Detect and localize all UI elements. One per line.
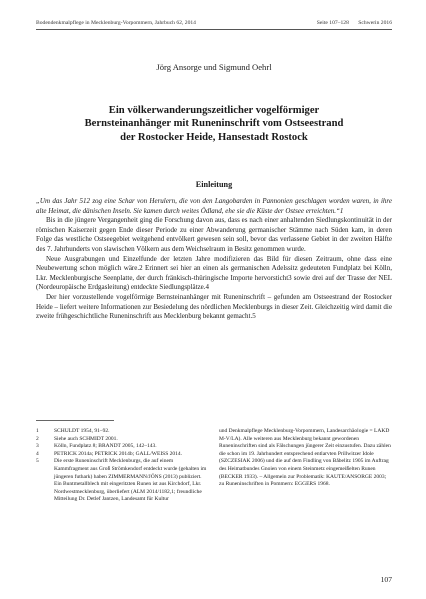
footnote-continuation: und Denkmalpflege Mecklenburg-Vorpommern, Landesarchäologie = LAKD M-V/LA). Alle weiteren aus Mecklenburg bekannt gewordenen Runeninschriften sind als Fälschungen jüngerer Zeit einzustufen. Dazu zählen die schon im 19. Jahrhundert entsprechend entlarvten Prillwitzer Idole (SZCZESIAK 2006) und die auf dem Findling von Båbelitz 1905 im Auftrag des Heimatbundes Gnoien von einem Steinmetz eingemeißelten Runen (BECKER 1933). – Allgemein zur Problematik: KAUTE/ANSORGE 2003; zu Runeninschriften in Pommern: EGGERS 1968. (219, 428, 391, 488)
header-rule (36, 29, 392, 30)
authors: Jörg Ansorge und Sigmund Oehrl (156, 62, 272, 72)
opening-quote: „Um das Jahr 512 zog eine Schar von Herulern, die von den Langobarden in Pannonien geschlagen worden waren, in ihre alte Heimat, die dänischen Inseln. Sie kamen durch weites Ödland, ehe sie die Küste der Ostsee erreichten.“1 (36, 197, 392, 215)
footnote-number: 4 (36, 450, 39, 457)
running-head-right (309, 20, 392, 26)
body-text (36, 197, 392, 322)
footnotes-left-column (36, 428, 209, 504)
footnote-number: 2 (36, 435, 39, 442)
paragraph: Bis in die jüngere Vergangenheit ging die Forschung davon aus, dass es nach einer anhaltenden Siedlungskontinuität in der römischen Kaiserzeit gegen Ende dieser Periode zu einer Abwanderung germanischer Stämme nach Süden kam, in deren Folge das westliche Ostseegebiet weitgehend entvölkert gewesen sein soll, bevor das verlassene Gebiet in der zweiten Hälfte des 7. Jahrhunderts von slawischen Völkern aus dem Weichselraum in Besitz genommen wurde. (36, 216, 392, 253)
paragraph: Der hier vorzustellende vogelförmige Bernsteinanhänger mit Runeninschrift – gefunden am Ostseestrand der Rostocker Heide – liefert weitere Informationen zur Besiedelung des nördlichen Mecklenburgs in dieser Zeit. Gleichzeitig wird damit die zweite frühgeschichtliche Runeninschrift aus Mecklenburg bekannt gemacht.5 (36, 292, 392, 321)
footnote-text: Siehe auch SCHMIDT 2001. (54, 435, 118, 442)
footnote (36, 443, 209, 451)
title-line: der Rostocker Heide, Hansestadt Rostock (120, 131, 308, 143)
journal-reference: Bodendenkmalpflege in Mecklenburg-Vorpommern, Jahrbuch 62, 2014 (36, 20, 196, 26)
footnote-number: 3 (36, 443, 39, 450)
footnote-number: 5 (36, 458, 39, 465)
title-line: Bernsteinanhänger mit Runeninschrift vom Ostseestrand (84, 118, 344, 130)
footnote (36, 436, 209, 444)
footnote (36, 428, 209, 436)
footnote-text: Kölln, Fundplatz 8; BRANDT 2005, 142–143. (54, 443, 157, 450)
place-year: Schwerin 2016 (358, 20, 392, 26)
footnote-text: PETRICK 2014a; PETRICK 2014b; GALL/WEISS 2014. (54, 450, 183, 457)
paragraph: Neue Ausgrabungen und Einzelfunde der letzten Jahre modifizieren das Bild für diesen Zeitraum, ohne dass eine Neubewertung schon möglich wäre.2 Erinnert sei hier an einen als germanischen Adelssitz gedeuteten Fundplatz bei Kölln, Lkr. Mecklenburgische Seenplatte, der durch fränkisch-thüringische Importe hervorsticht3 sowie drei auf der Trasse der NEL (Nordeuropäische Erdgasleitung) entdeckte Siedlungsplätze.4 (36, 254, 392, 292)
footnote-rule (36, 420, 114, 421)
footnote-text: SCHULDT 1954, 91–92. (54, 428, 110, 434)
section-heading: Einleitung (195, 180, 233, 189)
footnotes (36, 428, 392, 504)
footnotes-right-column (219, 428, 392, 504)
running-head (36, 20, 392, 26)
page-number: 107 (380, 575, 392, 584)
page-range: Seite 107–128 (316, 20, 349, 26)
footnote (36, 458, 209, 504)
footnote-number: 1 (36, 428, 39, 434)
footnote-text: Die erste Runeninschrift Mecklenburgs, die auf einem Kammfragment aus Groß Strömkendorf entdeckt wurde (gehalten im jüngeren futhark) haben ZIMMERMANN/JÖNS (2013) publiziert. Ein Buntmetallblech mit eingeritzten Runen ist aus Kirchdorf, Lkr. Nordwestmecklenburg, überliefert (ALM 2014/1182,1; freundliche Mitteilung Dr. Detlef Jantzen, Landesamt für Kultur (54, 458, 207, 503)
title-line: Ein völkerwanderungszeitlicher vogelförmiger (108, 105, 320, 116)
article-title (50, 104, 378, 144)
